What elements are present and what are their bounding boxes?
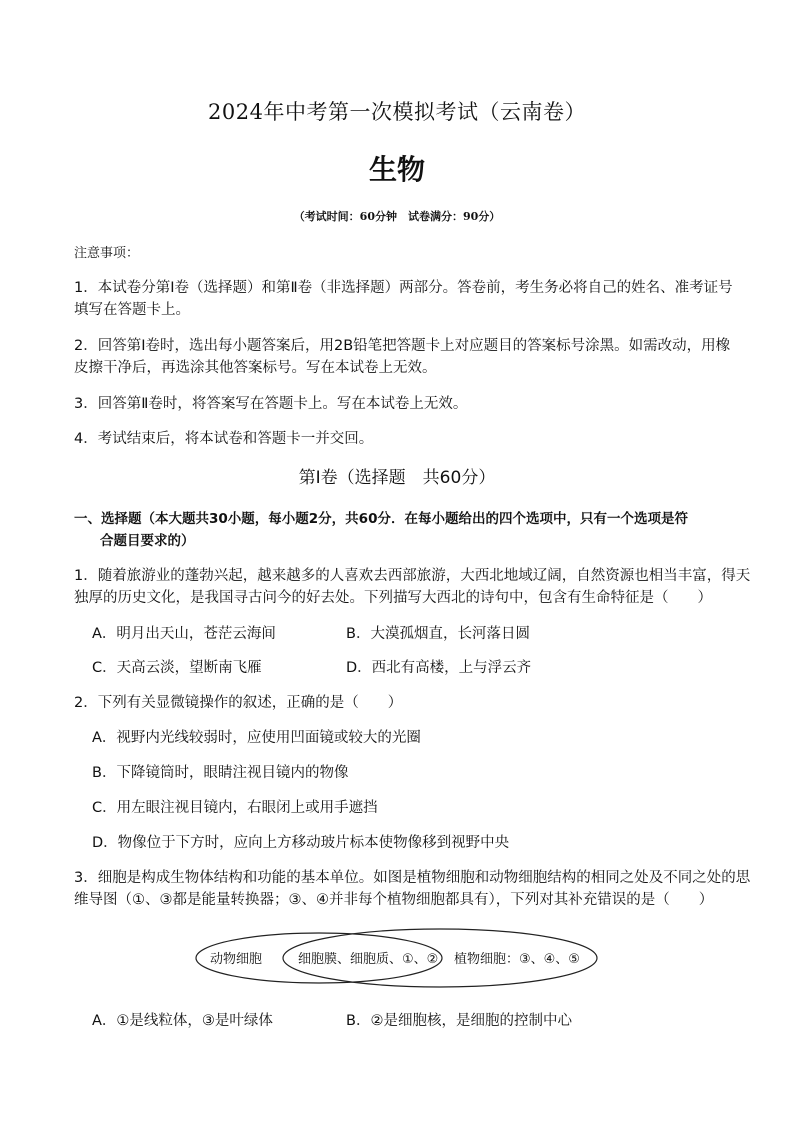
question-1-stem-line2: 独厚的历史文化，是我国寻古问今的好去处。下列描写大西北的诗句中，包含有生命特征是（ ） [74, 590, 712, 606]
note-item-2-line2: 皮擦干净后，再选涂其他答案标号。写在本试卷上无效。 [74, 360, 437, 376]
subject-title: 生物 [368, 153, 425, 186]
notes-heading: 注意事项： [74, 246, 140, 261]
note-item-4: 4．考试结束后，将本试卷和答题卡一并交回。 [74, 431, 374, 447]
question-2-stem: 2．下列有关显微镜操作的叙述，正确的是（ ） [74, 695, 403, 711]
question-1-option-d: D．西北有高楼，上与浮云齐 [346, 660, 532, 676]
venn-svg [192, 922, 602, 994]
animal-cell-label: 动物细胞 [210, 952, 263, 967]
exam-title: 2024年中考第一次模拟考试（云南卷） [208, 100, 586, 124]
shared-structures-label: 细胞膜、细胞质、①、② [298, 952, 439, 967]
question-1-option-b: B．大漠孤烟直，长河落日圆 [346, 626, 530, 642]
question-3-option-a: A．①是线粒体，③是叶绿体 [92, 1013, 273, 1029]
section-title: 第Ⅰ卷（选择题 共60分） [298, 468, 496, 488]
question-1-stem-line1: 1．随着旅游业的蓬勃兴起，越来越多的人喜欢去西部旅游，大西北地域辽阔，自然资源也相当丰富，得天 [74, 568, 751, 584]
section-instruction-line2: 合题目要求的） [100, 533, 195, 549]
exam-info: （考试时间：60分钟 试卷满分：90分） [293, 210, 501, 223]
note-item-2-line1: 2．回答第Ⅰ卷时，选出每小题答案后，用2B铅笔把答题卡上对应题目的答案标号涂黑。如需改动，用橡 [74, 338, 731, 354]
question-3-option-b: B．②是细胞核，是细胞的控制中心 [346, 1013, 572, 1029]
question-3-stem-line2: 维导图（①、③都是能量转换器；③、④并非每个植物细胞都具有），下列对其补充错误的是（ ） [74, 892, 714, 908]
cell-venn-diagram [192, 922, 602, 994]
section-instruction-line1: 一、选择题（本大题共30小题，每小题2分，共60分．在每小题给出的四个选项中，只有一个选项是符 [74, 511, 688, 527]
note-item-3: 3．回答第Ⅱ卷时，将答案写在答题卡上。写在本试卷上无效。 [74, 396, 468, 412]
question-2-option-b: B．下降镜筒时，眼睛注视目镜内的物像 [92, 765, 349, 781]
plant-cell-label: 植物细胞：③、④、⑤ [454, 952, 580, 967]
question-2-option-d: D．物像位于下方时，应向上方移动玻片标本使物像移到视野中央 [92, 835, 510, 851]
note-item-1-line2: 填写在答题卡上。 [74, 302, 190, 318]
question-2-option-a: A．视野内光线较弱时，应使用凹面镜或较大的光圈 [92, 730, 421, 746]
question-1-option-a: A．明月出天山，苍茫云海间 [92, 626, 276, 642]
question-2-option-c: C．用左眼注视目镜内，右眼闭上或用手遮挡 [92, 800, 378, 816]
question-3-stem-line1: 3．细胞是构成生物体结构和功能的基本单位。如图是植物细胞和动物细胞结构的相同之处及不同之处的思 [74, 870, 751, 886]
question-1-option-c: C．天高云淡，望断南飞雁 [92, 660, 262, 676]
note-item-1-line1: 1．本试卷分第Ⅰ卷（选择题）和第Ⅱ卷（非选择题）两部分。答卷前，考生务必将自己的姓名、准考证号 [74, 280, 733, 296]
